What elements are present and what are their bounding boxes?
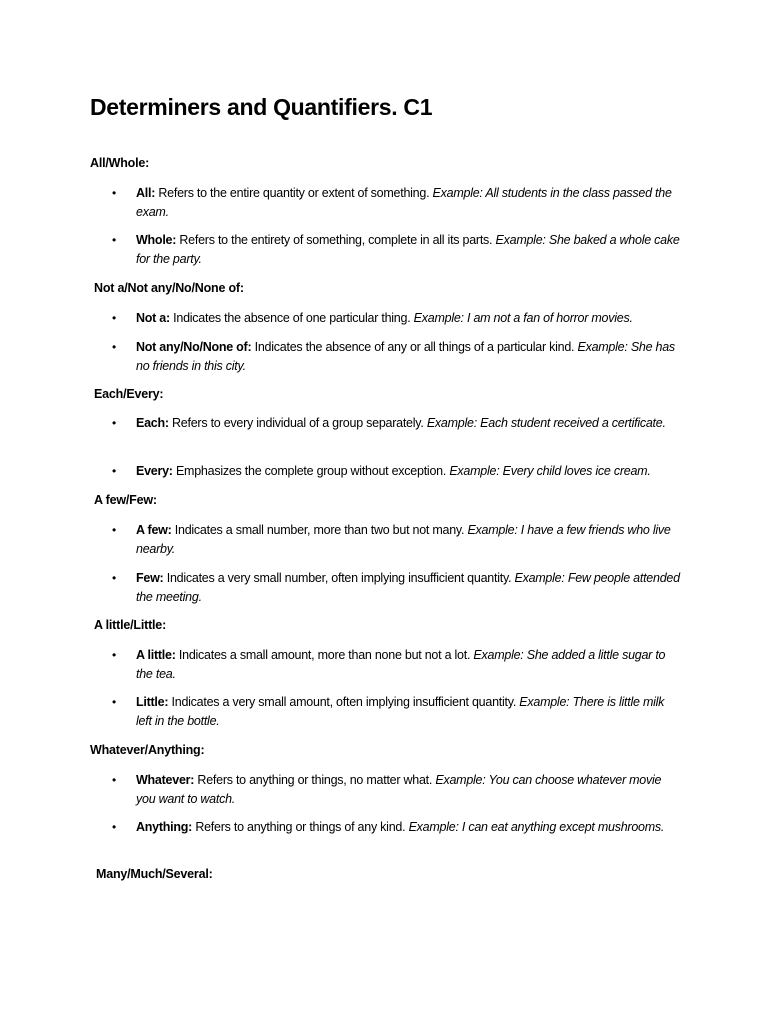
bullet-icon: • [112, 523, 116, 537]
list-item [112, 462, 681, 481]
definition: Indicates a very small amount, often implying insufficient quantity. [171, 695, 517, 709]
definition: Indicates the absence of one particular thing. [173, 311, 411, 325]
term: Every: [136, 464, 173, 478]
definition: Indicates the absence of any or all things of a particular kind. [254, 340, 575, 354]
term: Anything: [136, 820, 193, 834]
bullet-icon: • [112, 464, 116, 478]
bullet-icon: • [112, 311, 116, 325]
definition: Indicates a very small number, often implying insufficient quantity. [166, 571, 512, 585]
bullet-icon: • [112, 571, 116, 585]
example: Example: I have a few friends who live nearby. [136, 523, 671, 556]
term: A few: [136, 523, 172, 537]
list-item [112, 771, 681, 808]
section-heading-not-a-none-of: Not a/Not any/No/None of: [94, 281, 244, 295]
bullet-icon: • [112, 340, 116, 354]
term: Not a: [136, 311, 170, 325]
list-item [112, 693, 681, 730]
list-item [112, 309, 681, 328]
list-item [112, 646, 681, 683]
example: Example: Every child loves ice cream. [449, 464, 651, 478]
bullet-icon: • [112, 820, 116, 834]
bullet-icon: • [112, 773, 116, 787]
term: All: [136, 186, 156, 200]
list-item [112, 184, 681, 221]
example: Example: All students in the class passed the exam. [136, 186, 672, 219]
example: Example: I am not a fan of horror movies. [413, 311, 633, 325]
definition: Indicates a small amount, more than none but not a lot. [178, 648, 471, 662]
example: Example: Each student received a certificate. [426, 416, 666, 430]
example: Example: She has no friends in this city. [136, 340, 675, 373]
list-item [112, 818, 681, 837]
section-heading-each-every: Each/Every: [94, 387, 164, 401]
example: Example: You can choose whatever movie you want to watch. [136, 773, 662, 806]
bullet-icon: • [112, 695, 116, 709]
section-heading-many-much-several: Many/Much/Several: [96, 867, 213, 881]
section-heading-all-whole: All/Whole: [90, 156, 150, 170]
example: Example: She baked a whole cake for the party. [136, 233, 680, 266]
bullet-icon: • [112, 186, 116, 200]
definition: Emphasizes the complete group without exception. [175, 464, 447, 478]
list-item [112, 231, 681, 268]
term: Whatever: [136, 773, 195, 787]
page-title: Determiners and Quantifiers. C1 [90, 94, 433, 120]
definition: Refers to anything or things of any kind. [195, 820, 406, 834]
example: Example: I can eat anything except mushrooms. [408, 820, 665, 834]
term: Few: [136, 571, 164, 585]
term: A little: [136, 648, 176, 662]
section-heading-a-few-few: A few/Few: [94, 493, 157, 507]
bullet-icon: • [112, 416, 116, 430]
term: Not any/No/None of: [136, 340, 252, 354]
example: Example: She added a little sugar to the tea. [136, 648, 666, 681]
definition: Refers to anything or things, no matter what. [197, 773, 433, 787]
definition: Refers to the entirety of something, complete in all its parts. [179, 233, 493, 247]
example: Example: There is little milk left in the bottle. [136, 695, 665, 728]
term: Each: [136, 416, 169, 430]
term: Whole: [136, 233, 177, 247]
bullet-icon: • [112, 648, 116, 662]
section-heading-a-little-little: A little/Little: [94, 618, 167, 632]
definition: Indicates a small number, more than two but not many. [174, 523, 465, 537]
list-item [112, 521, 681, 558]
example: Example: Few people attended the meeting. [136, 571, 680, 604]
definition: Refers to the entire quantity or extent of something. [158, 186, 430, 200]
term: Little: [136, 695, 169, 709]
list-item [112, 338, 681, 375]
definition: Refers to every individual of a group separately. [172, 416, 424, 430]
list-item [112, 569, 681, 606]
section-heading-whatever-anything: Whatever/Anything: [90, 743, 205, 757]
list-item [112, 414, 681, 433]
bullet-icon: • [112, 233, 116, 247]
